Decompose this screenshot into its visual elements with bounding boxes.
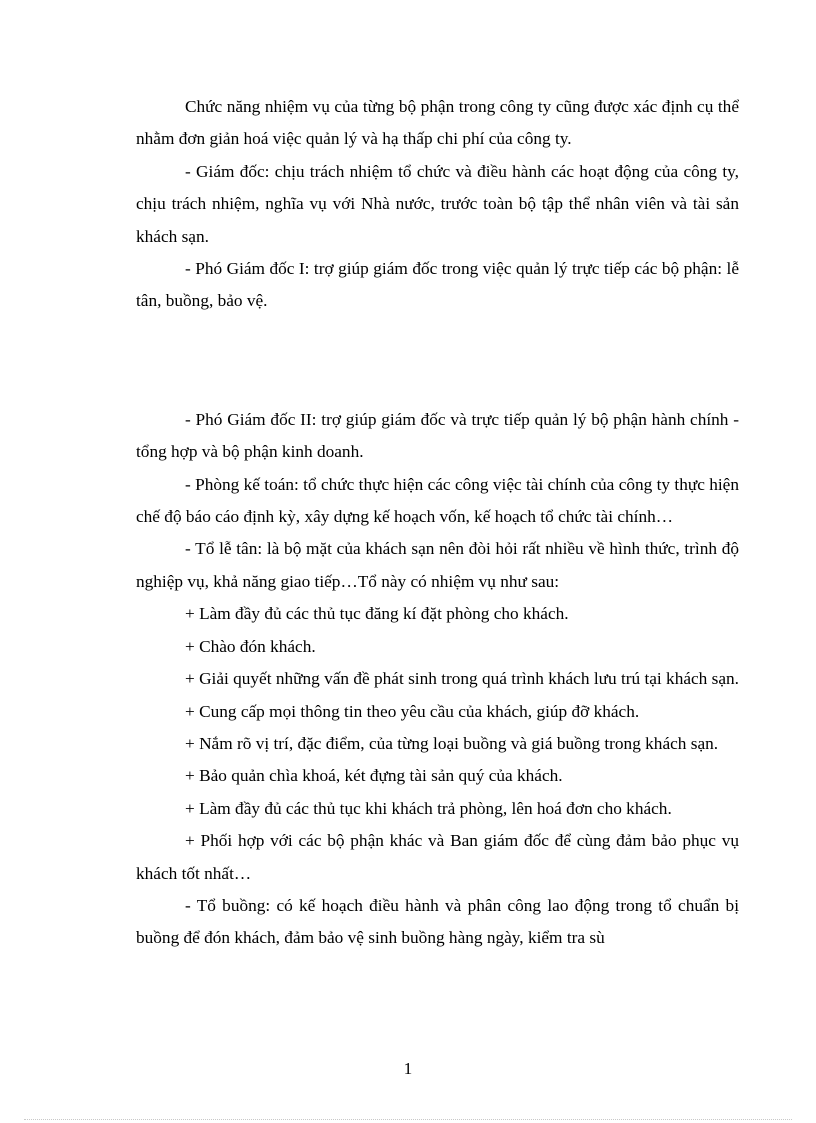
page-bottom-divider — [24, 1119, 792, 1120]
list-item-phoi-hop: + Phối hợp với các bộ phận khác và Ban giám đốc để cùng đảm bảo phục vụ khách tốt nhất… — [136, 831, 739, 883]
list-item-bao-quan: + Bảo quản chìa khoá, két đựng tài sản quý của khách. — [185, 766, 563, 786]
document-page — [136, 91, 739, 955]
list-item-tra-phong: + Làm đầy đủ các thủ tục khi khách trả phòng, lên hoá đơn cho khách. — [185, 798, 672, 818]
paragraph-pho-giam-doc-1: - Phó Giám đốc I: trợ giúp giám đốc trong việc quản lý trực tiếp các bộ phận: lễ tân, buồng, bảo vệ. — [136, 259, 739, 311]
list-item-cung-cap: + Cung cấp mọi thông tin theo yêu cầu của khách, giúp đỡ khách. — [185, 701, 640, 721]
list-item-dat-phong: + Làm đầy đủ các thủ tục đăng kí đặt phòng cho khách. — [185, 604, 569, 624]
paragraph-to-buong: - Tổ buồng: có kế hoạch điều hành và phân công lao động trong tổ chuẩn bị buồng để đón khách, đảm bảo vệ sinh buồng hàng ngày, kiểm tra sù — [136, 895, 739, 948]
paragraph-intro: Chức năng nhiệm vụ của từng bộ phận trong công ty cũng được xác định cụ thể nhằm đơn giản hoá việc quản lý và hạ thấp chi phí của công ty. — [136, 97, 739, 149]
list-item-nam-ro: + Nắm rõ vị trí, đặc điểm, của từng loại buồng và giá buồng trong khách sạn. — [185, 733, 719, 753]
list-item-giai-quyet: + Giải quyết những vấn đề phát sinh trong quá trình khách lưu trú tại khách sạn. — [185, 669, 739, 689]
paragraph-pho-giam-doc-2: - Phó Giám đốc II: trợ giúp giám đốc và trực tiếp quản lý bộ phận hành chính - tổng hợp và bộ phận kinh doanh. — [136, 409, 739, 462]
paragraph-phong-ke-toan: - Phòng kế toán: tổ chức thực hiện các công việc tài chính của công ty thực hiện chế độ báo cáo định kỳ, xây dựng kế hoạch vốn, kế hoạch tổ chức tài chính… — [136, 474, 739, 527]
paragraph-giam-doc: - Giám đốc: chịu trách nhiệm tổ chức và điều hành các hoạt động của công ty, chịu trách nhiệm, nghĩa vụ với Nhà nước, trước toàn bộ tập thể nhân viên và tài sản khách sạn. — [136, 161, 739, 246]
page-number: 1 — [403, 1059, 413, 1078]
list-item-chao-don: + Chào đón khách. — [185, 636, 316, 656]
blank-gap — [136, 318, 739, 404]
paragraph-to-le-tan: - Tổ lễ tân: là bộ mặt của khách sạn nên đòi hỏi rất nhiều về hình thức, trình độ nghiệp vụ, khả năng giao tiếp…Tổ này có nhiệm vụ như sau: — [136, 539, 739, 591]
